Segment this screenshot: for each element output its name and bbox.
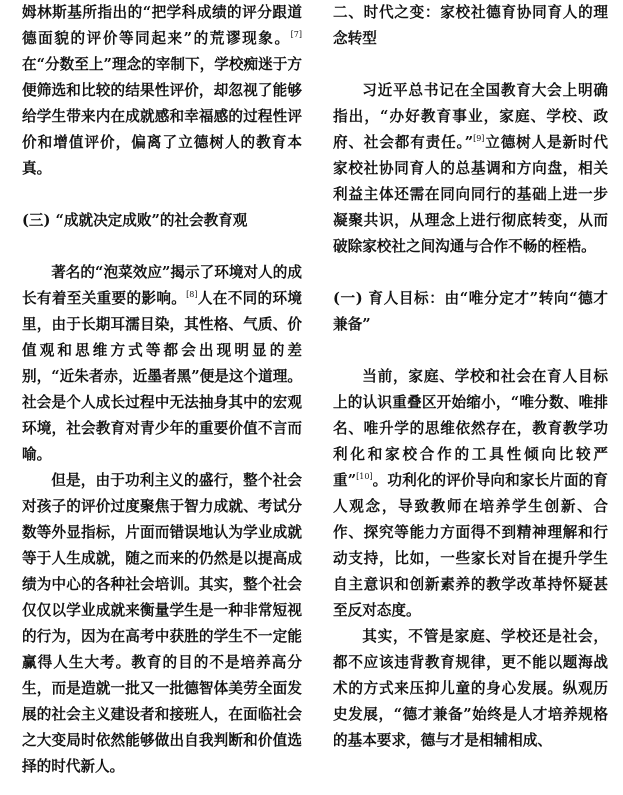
text: 人在不同的环境里，由于长期耳濡目染，其性格、气质、价值观和思维方式等都会出现明显的差别，“近朱者赤，近墨者黑”便是这个道理。社会是个人成长过程中无法抽身其中的宏观环境，社会教育对青少年的重要价值不言而喻。 <box>22 290 302 463</box>
section-heading: (三) “成就决定成败”的社会教育观 <box>22 212 248 229</box>
spacer <box>22 234 302 260</box>
paragraph: 但是，由于功利主义的盛行，整个社会对孩子的评价过度聚焦于智力成就、考试分数等外显指标，片面而错误地认为学业成就等于人生成就，随之而来的仍然是以提高成绩为中心的各种社会培训。其实，整个社会仅仅以学业成就来衡量学生是一种非常短视的行为，因为在高考中获胜的学生不一定能赢得人生大考。教育的目的不是培养高分生，而是造就一批又一批德智体美劳全面发展的社会主义建设者和接班人，在面临社会之大变局时依然能够做出自我判断和价值选择的时代新人。 <box>22 472 302 775</box>
text: 著名的“泡菜效应”揭示了环境对人的成长有着至关重要的影响。 <box>22 264 302 307</box>
text: 。功利化的评价导向和家长片面的育人观念，导致教师在培养学生创新、合作、探究等能力方面得不到精神理解和行动支持，比如，一些家长对旨在提升学生自主意识和创新素养的教学改革持怀疑甚至反对态度。 <box>333 472 608 619</box>
citation-ref: [8] <box>186 290 198 300</box>
text: 习近平总书记在全国教育大会上明确指出，“办好教育事业，家庭、学校、政府、社会都有责任。” <box>333 82 608 151</box>
right-column <box>333 0 608 754</box>
citation-ref: [7] <box>290 30 302 40</box>
citation-ref: [10] <box>356 472 373 482</box>
section-heading: (一) 育人目标：由“唯分定才”转向“德才兼备” <box>333 290 608 333</box>
paragraph: 其实，不管是家庭、学校还是社会，都不应该违背教育规律，更不能以题海战术的方式来压抑儿童的身心发展。纵观历史发展，“德才兼备”始终是人才培养规格的基本要求，德与才是相辅相成、 <box>333 628 608 749</box>
spacer <box>333 52 608 78</box>
citation-ref: [9] <box>473 134 485 144</box>
spacer <box>333 338 608 364</box>
spacer <box>333 260 608 286</box>
text: 立德树人是新时代家校社协同育人的总基调和方向盘，相关利益主体还需在同向同行的基础上进一步凝聚共识，从理念上进行彻底转变，从而破除家校社之间沟通与合作不畅的桎梏。 <box>333 134 608 255</box>
paragraph <box>333 78 608 260</box>
left-column <box>22 0 302 780</box>
paragraph <box>22 0 302 182</box>
text: 在“分数至上”理念的宰制下，学校痴迷于方便筛选和比较的结果性评价，却忽视了能够给学生带来内在成就感和幸福感的过程性评价和增值评价，偏离了立德树人的教育本真。 <box>22 56 302 177</box>
section-heading: 二、时代之变：家校社德育协同育人的理念转型 <box>333 4 608 47</box>
text: 姆林斯基所指出的“把学科成绩的评分跟道德面貌的评价等同起来”的荒谬现象。 <box>22 4 302 47</box>
text: 当前，家庭、学校和社会在育人目标上的认识重叠区开始缩小，“唯分数、唯排名、唯升学的思维依然存在，教育教学功利化和家校合作的工具性倾向比较严重” <box>333 368 608 489</box>
spacer <box>22 182 302 208</box>
paragraph <box>333 364 608 624</box>
paragraph <box>22 260 302 468</box>
